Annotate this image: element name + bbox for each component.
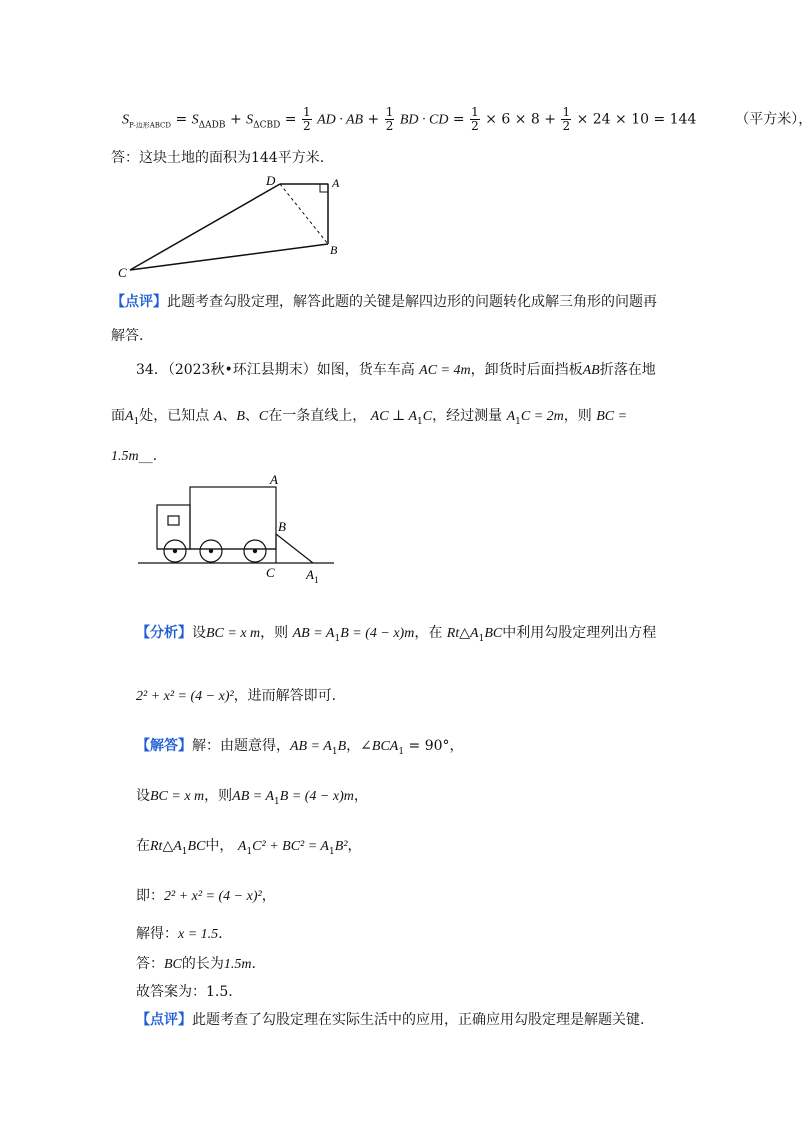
label-a: A <box>332 176 340 190</box>
problem-line1: 34．（2023秋•环江县期末）如图，货车车高 AC = 4m，卸货时后面挡板AB折落在地 <box>136 362 656 378</box>
truck-cab <box>157 505 190 549</box>
segment-cd <box>130 184 280 270</box>
truck-window <box>168 516 179 525</box>
comment-prev-line2: 解答. <box>111 328 144 344</box>
label-a: A <box>270 472 278 487</box>
comment-prev-line1: 【点评】此题考查勾股定理，解答此题的关键是解四边形的问题转化成解三角形的问题再 <box>111 294 657 310</box>
area-formula: $S_{P-边形ABCD} = S_{\Delta ADB} + S_{\Delta CBD}$ = $\frac{1}{2}$ AD · AB + $\frac{1}{2}$ BD · CD = $\frac{1}{2}$ × 6 × 8 + $\frac{1}{2}$ × 24 × 10 = 144 （平方米）， <box>122 105 812 133</box>
truck-diagram <box>138 472 348 587</box>
fraction-half: $\frac{1}{2}$ <box>471 105 479 133</box>
fraction-half: $\frac{1}{2}$ <box>302 105 311 133</box>
solution-line1: 【解答】解：由题意得，AB = $A_1B$，$\angle BCA_1 = 90^\circ$， <box>136 738 464 757</box>
solution-line7: 故答案为：1.5. <box>136 984 233 1000</box>
truck-cargo-box <box>190 487 276 549</box>
fraction-half: $\frac{1}{2}$ <box>562 105 571 133</box>
problem-answer: 1.5m__. <box>111 448 158 464</box>
solution-line2: 设BC = x m，则AB = $A_1B = (4 - x)m$， <box>136 788 368 807</box>
problem-line2: 面$A_1$处，已知点 A、B、C在一条直线上， AC ⊥ $A_1C$，经过测量 $A_1C = 2m$，则 BC = <box>111 408 628 427</box>
segment-db-dashed <box>280 184 328 244</box>
label-d: D <box>266 173 276 188</box>
right-angle-mark <box>320 184 328 192</box>
segment-bc <box>130 244 328 270</box>
label-b: B <box>278 519 286 534</box>
label-a1: $A_1$ <box>306 567 319 585</box>
segment-ba1 <box>276 534 313 563</box>
label-b: B <box>330 243 338 257</box>
answer-prev: 答：这块土地的面积为144平方米. <box>111 150 325 166</box>
analysis-line2: 2² + x² = (4 − x)²，进而解答即可. <box>136 688 337 704</box>
solution-line4: 即：2² + x² = (4 − x)²， <box>136 888 276 904</box>
solution-line5: 解得：x = 1.5. <box>136 926 223 942</box>
label-c: C <box>266 565 275 580</box>
solution-line6: 答：BC的长为1.5m. <box>136 956 256 972</box>
quadrilateral-diagram <box>110 172 350 282</box>
solution-line3: 在$Rt\triangle A_1BC$中， $A_1C^2 + BC^2 = A_1B^2$， <box>136 838 362 857</box>
analysis-line1: 【分析】设BC = x m，则 AB = $A_1B = (4 - x)m$，在 $Rt\triangle A_1BC$中利用勾股定理列出方程 <box>136 625 657 644</box>
comment-final: 【点评】此题考查了勾股定理在实际生活中的应用，正确应用勾股定理是解题关键. <box>136 1012 645 1028</box>
label-c: C <box>118 265 127 280</box>
fraction-half: $\frac{1}{2}$ <box>385 105 394 133</box>
